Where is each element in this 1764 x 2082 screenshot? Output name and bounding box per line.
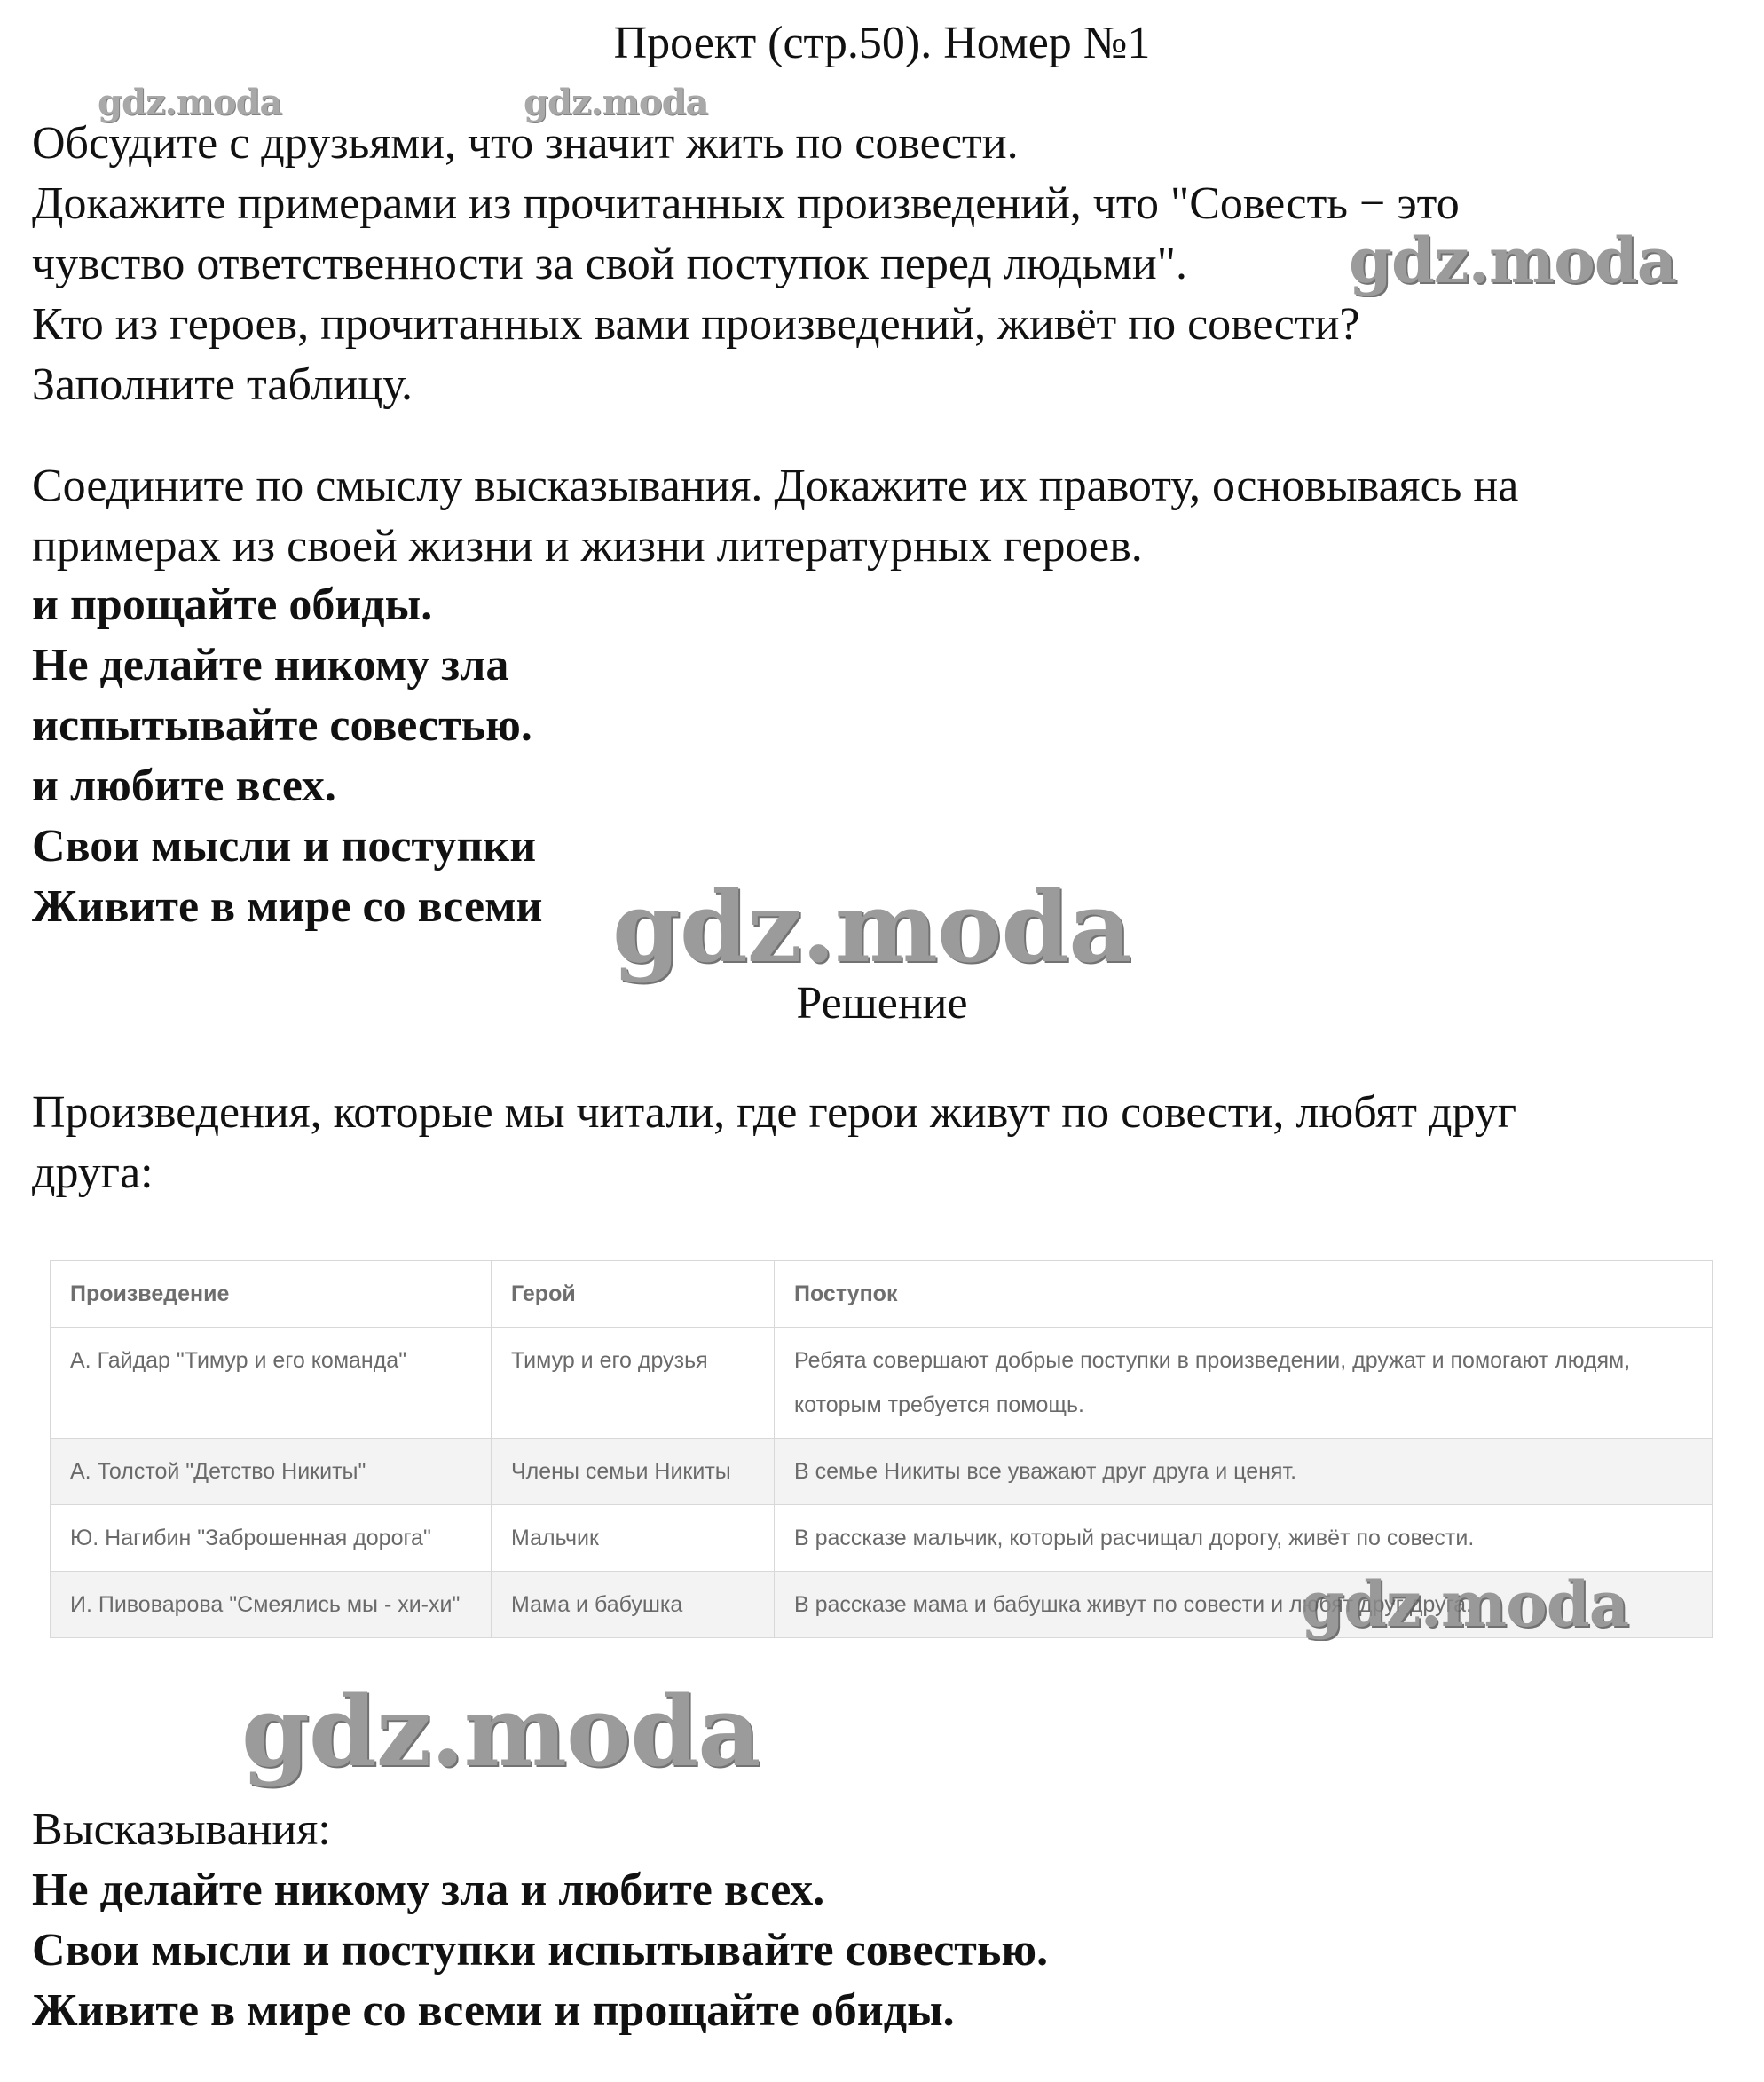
cell-deed: В семье Никиты все уважают друг друга и ценят.: [775, 1439, 1713, 1505]
fragment-line: Не делайте никому зла: [32, 640, 509, 690]
cell-hero: Члены семьи Никиты: [492, 1439, 775, 1505]
task-line: Кто из героев, прочитанных вами произведений, живёт по совести?: [32, 299, 1360, 350]
watermark: gdz.moda: [1349, 224, 1677, 297]
watermark: gdz.moda: [241, 1674, 760, 1788]
watermark: gdz.moda: [1301, 1567, 1629, 1641]
header-work: Произведение: [51, 1261, 492, 1328]
task2-text: [32, 456, 1744, 577]
table-header-row: [51, 1261, 1713, 1328]
task2-line: Соедините по смыслу высказывания. Докажите их правоту, основываясь на: [32, 461, 1519, 511]
table-row: [51, 1328, 1713, 1439]
solution-heading: Решение: [796, 978, 968, 1029]
solution-intro: [32, 1083, 1744, 1203]
intro-line: Произведения, которые мы читали, где герои живут по совести, любят друг: [32, 1087, 1517, 1138]
cell-deed: В рассказе мама и бабушка живут по совести и любят друг друга.: [775, 1572, 1713, 1638]
task-line: Докажите примерами из прочитанных произведений, что "Совесть − это: [32, 178, 1460, 229]
cell-hero: Мама и бабушка: [492, 1572, 775, 1638]
cell-deed: Ребята совершают добрые поступки в произведении, дружат и помогают людям, которым требуется помощь.: [775, 1328, 1713, 1439]
cell-work: Ю. Нагибин "Заброшенная дорога": [51, 1505, 492, 1572]
fragment-line: и любите всех.: [32, 761, 336, 811]
cell-deed: В рассказе мальчик, который расчищал дорогу, живёт по совести.: [775, 1505, 1713, 1572]
page-title: Проект (стр.50). Номер №1: [613, 18, 1151, 68]
cell-work: А. Гайдар "Тимур и его команда": [51, 1328, 492, 1439]
cell-work: И. Пивоварова "Смеялись мы - хи-хи": [51, 1572, 492, 1638]
saying-line: Свои мысли и поступки испытывайте совестью.: [32, 1925, 1049, 1976]
header-hero: Герой: [492, 1261, 775, 1328]
table-row: [51, 1505, 1713, 1572]
watermark: gdz.moda: [524, 82, 708, 123]
sayings-answers: [32, 1860, 1744, 2041]
watermark: gdz.moda: [98, 82, 282, 123]
watermark: gdz.moda: [612, 870, 1131, 984]
saying-line: Живите в мире со всеми и прощайте обиды.: [32, 1985, 955, 2036]
task-line: чувство ответственности за свой поступок перед людьми".: [32, 239, 1187, 289]
fragment-line: Живите в мире со всеми: [32, 881, 543, 932]
sayings-label-text: Высказывания:: [32, 1804, 331, 1855]
sayings-label: [32, 1800, 1744, 1860]
cell-work: А. Толстой "Детство Никиты": [51, 1439, 492, 1505]
task-line: Заполните таблицу.: [32, 359, 413, 410]
header-deed: Поступок: [775, 1261, 1713, 1328]
cell-hero: Мальчик: [492, 1505, 775, 1572]
saying-line: Не делайте никому зла и любите всех.: [32, 1865, 825, 1915]
task2-line: примерах из своей жизни и жизни литературных героев.: [32, 521, 1143, 572]
intro-line: друга:: [32, 1147, 154, 1198]
fragment-line: и прощайте обиды.: [32, 580, 433, 630]
fragment-line: Свои мысли и поступки: [32, 821, 537, 871]
cell-hero: Тимур и его друзья: [492, 1328, 775, 1439]
fragment-line: испытывайте совестью.: [32, 700, 532, 751]
task-line: Обсудите с друзьями, что значит жить по совести.: [32, 118, 1019, 169]
table-row: [51, 1439, 1713, 1505]
